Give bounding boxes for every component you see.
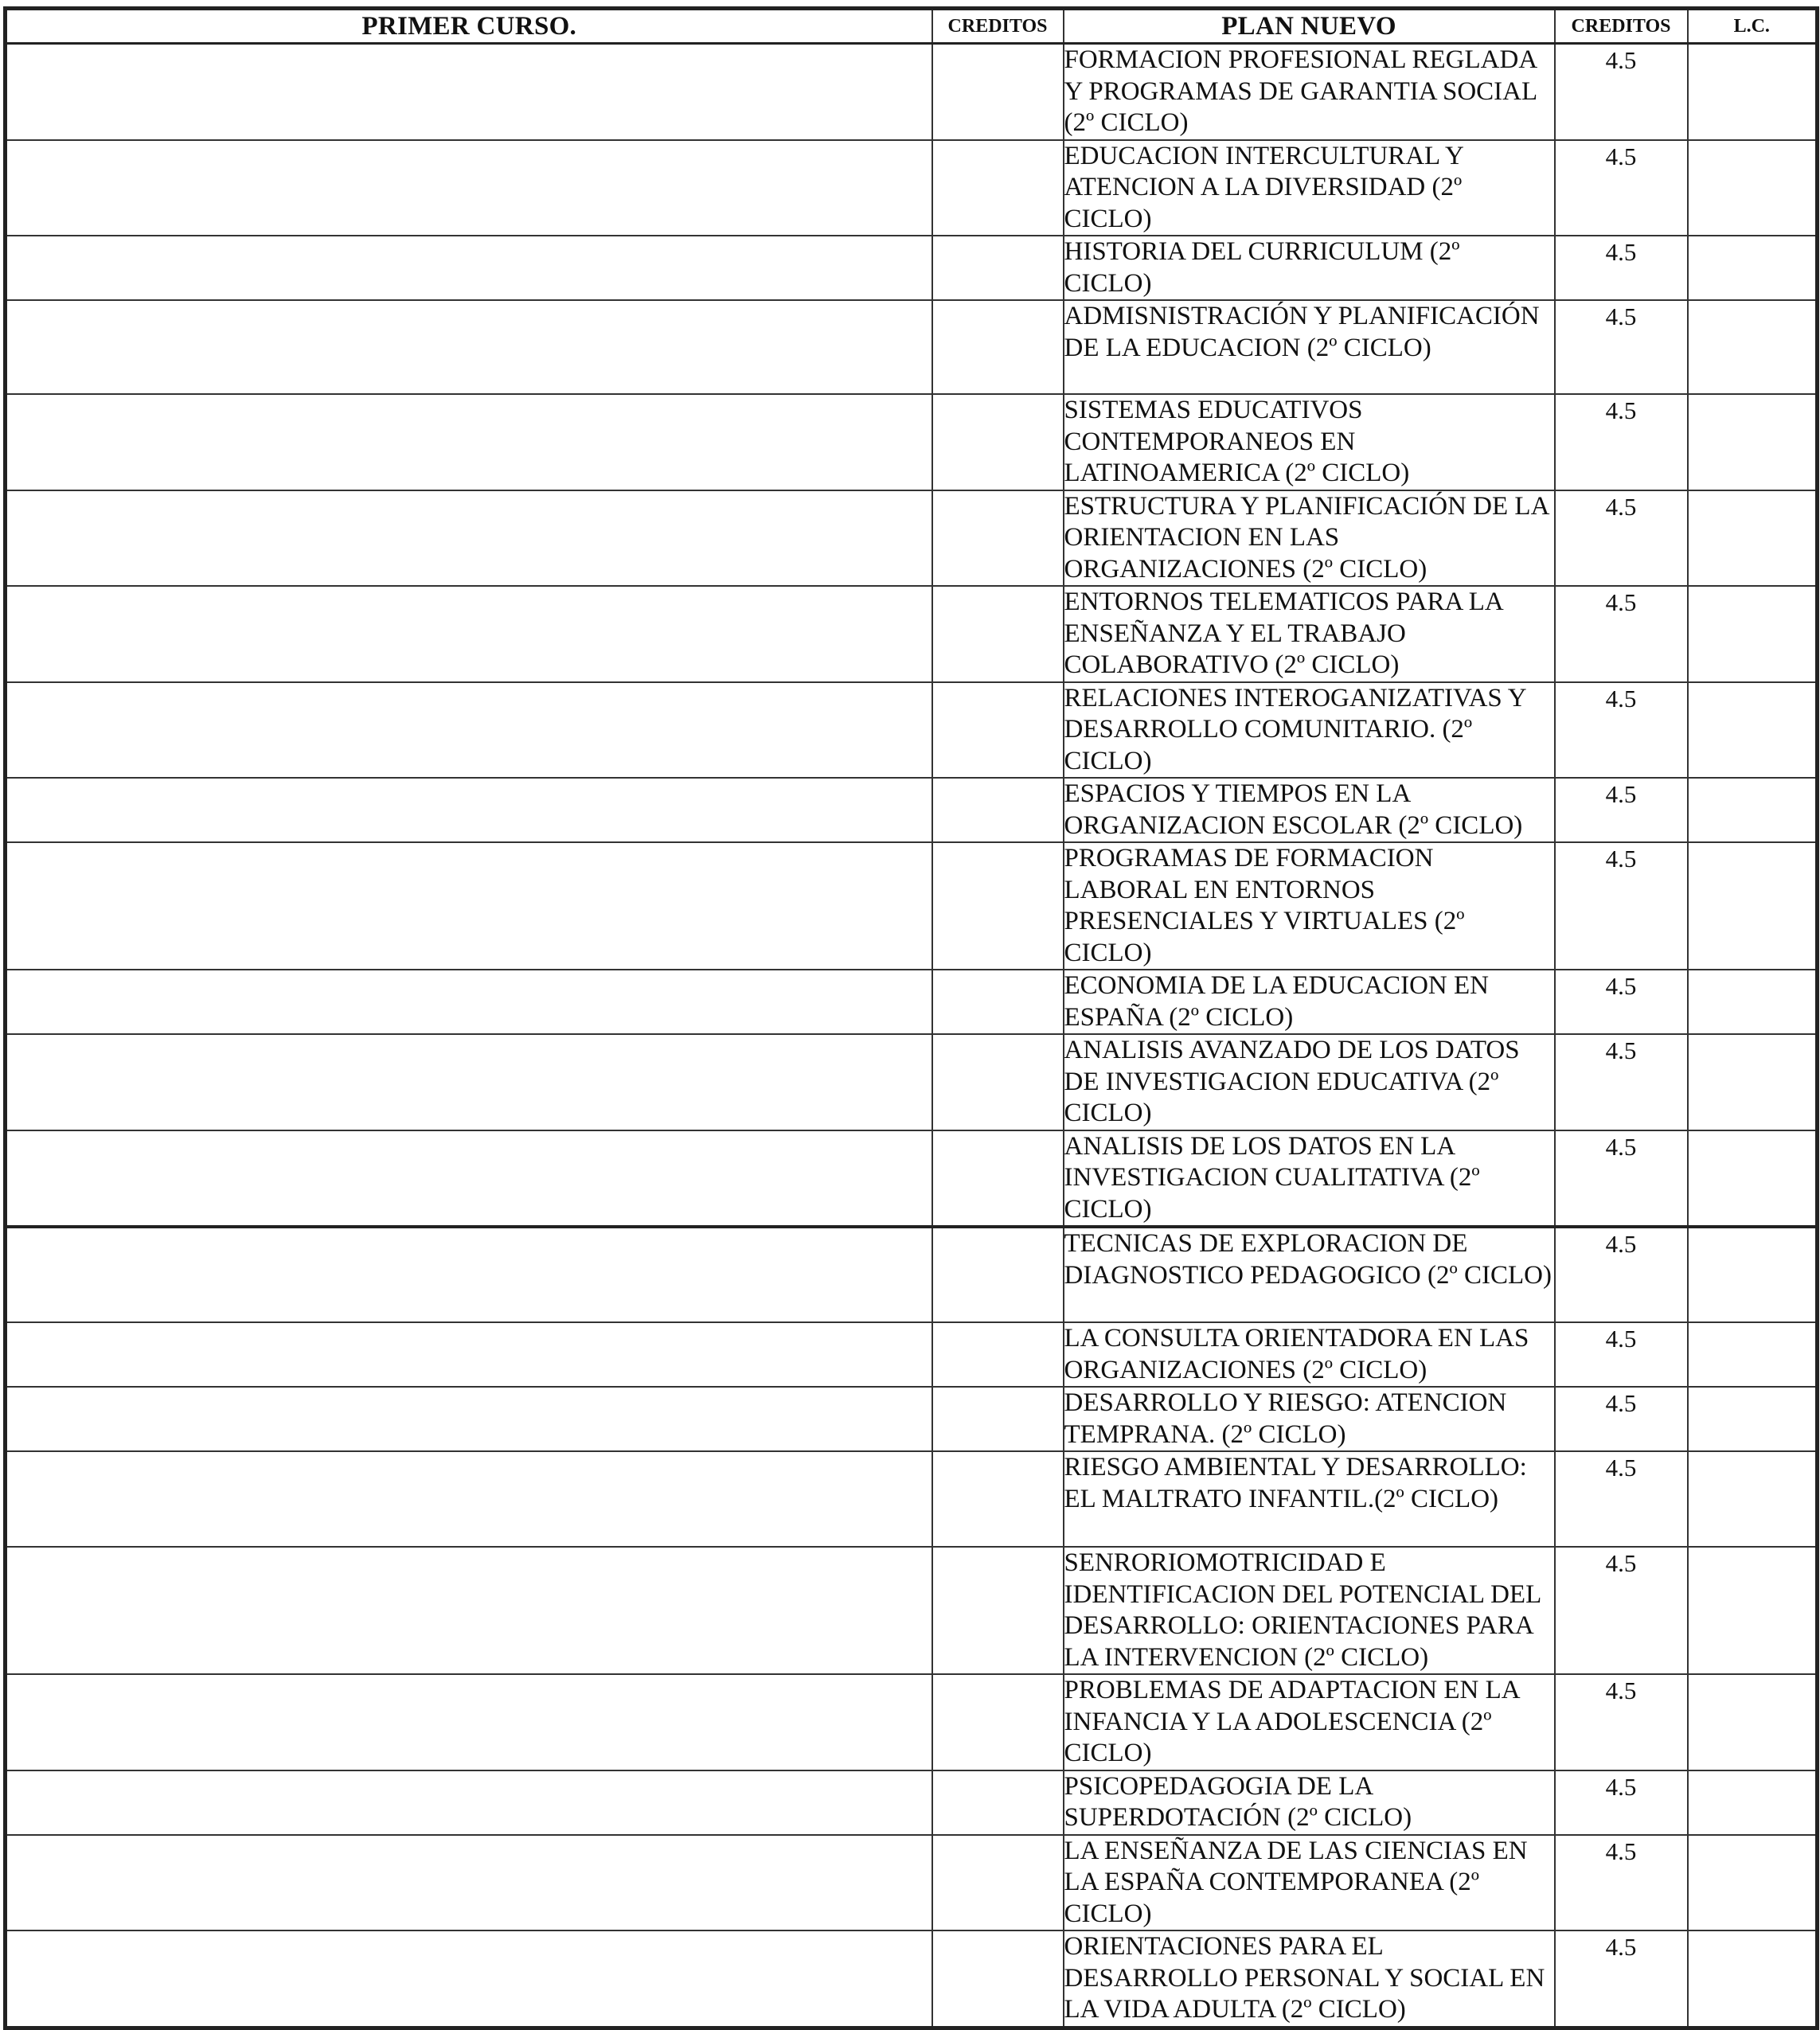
header-lc: L.C. — [1688, 9, 1818, 44]
creditos-new-value: 4.5 — [1555, 1835, 1688, 1931]
lc-cell — [1688, 842, 1818, 970]
table-row — [6, 1322, 1818, 1387]
primer-curso-cell — [6, 236, 932, 300]
table-row — [6, 1130, 1818, 1228]
table-row — [6, 1547, 1818, 1674]
plan-nuevo-subject: ORIENTACIONES PARA EL DESARROLLO PERSONAL Y SOCIAL EN LA VIDA ADULTA (2º CICLO) — [1064, 1930, 1555, 2028]
plan-nuevo-subject: FORMACION PROFESIONAL REGLADA Y PROGRAMAS DE GARANTIA SOCIAL (2º CICLO) — [1064, 44, 1555, 140]
lc-cell — [1688, 394, 1818, 490]
lc-cell — [1688, 970, 1818, 1034]
creditos-old-cell — [932, 490, 1064, 587]
header-plan-nuevo: PLAN NUEVO — [1064, 9, 1555, 44]
creditos-new-value: 4.5 — [1555, 1034, 1688, 1130]
creditos-old-cell — [932, 1547, 1064, 1674]
creditos-new-value: 4.5 — [1555, 236, 1688, 300]
plan-nuevo-subject: PROBLEMAS DE ADAPTACION EN LA INFANCIA Y LA ADOLESCENCIA (2º CICLO) — [1064, 1674, 1555, 1770]
creditos-new-value: 4.5 — [1555, 1930, 1688, 2028]
lc-cell — [1688, 586, 1818, 682]
creditos-old-cell — [932, 300, 1064, 394]
creditos-new-value: 4.5 — [1555, 842, 1688, 970]
table-row — [6, 1034, 1818, 1130]
creditos-old-cell — [932, 778, 1064, 842]
creditos-old-cell — [932, 236, 1064, 300]
plan-nuevo-subject: ANALISIS DE LOS DATOS EN LA INVESTIGACION CUALITATIVA (2º CICLO) — [1064, 1130, 1555, 1228]
header-creditos-new: CREDITOS — [1555, 9, 1688, 44]
primer-curso-cell — [6, 1770, 932, 1835]
creditos-old-cell — [932, 586, 1064, 682]
creditos-new-value: 4.5 — [1555, 1130, 1688, 1228]
creditos-old-cell — [932, 1770, 1064, 1835]
plan-nuevo-subject: ANALISIS AVANZADO DE LOS DATOS DE INVESTIGACION EDUCATIVA (2º CICLO) — [1064, 1034, 1555, 1130]
table-row — [6, 586, 1818, 682]
primer-curso-cell — [6, 1034, 932, 1130]
creditos-old-cell — [932, 44, 1064, 140]
curriculum-table — [3, 6, 1819, 2030]
creditos-new-value: 4.5 — [1555, 1322, 1688, 1387]
primer-curso-cell — [6, 394, 932, 490]
table-row — [6, 140, 1818, 236]
creditos-old-cell — [932, 1034, 1064, 1130]
lc-cell — [1688, 1034, 1818, 1130]
creditos-new-value: 4.5 — [1555, 44, 1688, 140]
creditos-new-value: 4.5 — [1555, 586, 1688, 682]
plan-nuevo-subject: DESARROLLO Y RIESGO: ATENCION TEMPRANA. (2º CICLO) — [1064, 1387, 1555, 1451]
primer-curso-cell — [6, 1322, 932, 1387]
table-row — [6, 1227, 1818, 1322]
creditos-old-cell — [932, 1387, 1064, 1451]
creditos-old-cell — [932, 140, 1064, 236]
creditos-old-cell — [932, 970, 1064, 1034]
plan-nuevo-subject: SISTEMAS EDUCATIVOS CONTEMPORANEOS EN LATINOAMERICA (2º CICLO) — [1064, 394, 1555, 490]
table-row — [6, 44, 1818, 140]
table-row — [6, 778, 1818, 842]
table-row — [6, 1674, 1818, 1770]
creditos-new-value: 4.5 — [1555, 490, 1688, 587]
lc-cell — [1688, 778, 1818, 842]
plan-nuevo-subject: LA ENSEÑANZA DE LAS CIENCIAS EN LA ESPAÑA CONTEMPORANEA (2º CICLO) — [1064, 1835, 1555, 1931]
table-row — [6, 394, 1818, 490]
plan-nuevo-subject: RELACIONES INTEROGANIZATIVAS Y DESARROLLO COMUNITARIO. (2º CICLO) — [1064, 682, 1555, 779]
creditos-new-value: 4.5 — [1555, 394, 1688, 490]
plan-nuevo-subject: LA CONSULTA ORIENTADORA EN LAS ORGANIZACIONES (2º CICLO) — [1064, 1322, 1555, 1387]
primer-curso-cell — [6, 1227, 932, 1322]
creditos-new-value: 4.5 — [1555, 140, 1688, 236]
primer-curso-cell — [6, 300, 932, 394]
primer-curso-cell — [6, 490, 932, 587]
creditos-new-value: 4.5 — [1555, 1451, 1688, 1547]
lc-cell — [1688, 1451, 1818, 1547]
creditos-new-value: 4.5 — [1555, 300, 1688, 394]
plan-nuevo-subject: ESPACIOS Y TIEMPOS EN LA ORGANIZACION ESCOLAR (2º CICLO) — [1064, 778, 1555, 842]
creditos-new-value: 4.5 — [1555, 970, 1688, 1034]
primer-curso-cell — [6, 1674, 932, 1770]
primer-curso-cell — [6, 842, 932, 970]
creditos-new-value: 4.5 — [1555, 1770, 1688, 1835]
table-row — [6, 236, 1818, 300]
primer-curso-cell — [6, 1130, 932, 1228]
plan-nuevo-subject: PSICOPEDAGOGIA DE LA SUPERDOTACIÓN (2º CICLO) — [1064, 1770, 1555, 1835]
creditos-old-cell — [932, 1322, 1064, 1387]
plan-nuevo-subject: HISTORIA DEL CURRICULUM (2º CICLO) — [1064, 236, 1555, 300]
creditos-new-value: 4.5 — [1555, 1547, 1688, 1674]
lc-cell — [1688, 490, 1818, 587]
primer-curso-cell — [6, 1451, 932, 1547]
lc-cell — [1688, 236, 1818, 300]
lc-cell — [1688, 1322, 1818, 1387]
primer-curso-cell — [6, 1835, 932, 1931]
lc-cell — [1688, 1387, 1818, 1451]
primer-curso-cell — [6, 970, 932, 1034]
creditos-old-cell — [932, 1930, 1064, 2028]
lc-cell — [1688, 300, 1818, 394]
primer-curso-cell — [6, 1930, 932, 2028]
plan-nuevo-subject: TECNICAS DE EXPLORACION DE DIAGNOSTICO PEDAGOGICO (2º CICLO) — [1064, 1227, 1555, 1322]
plan-nuevo-subject: EDUCACION INTERCULTURAL Y ATENCION A LA DIVERSIDAD (2º CICLO) — [1064, 140, 1555, 236]
lc-cell — [1688, 1227, 1818, 1322]
lc-cell — [1688, 140, 1818, 236]
primer-curso-cell — [6, 1387, 932, 1451]
plan-nuevo-subject: RIESGO AMBIENTAL Y DESARROLLO: EL MALTRATO INFANTIL.(2º CICLO) — [1064, 1451, 1555, 1547]
lc-cell — [1688, 1547, 1818, 1674]
plan-nuevo-subject: ESTRUCTURA Y PLANIFICACIÓN DE LA ORIENTACION EN LAS ORGANIZACIONES (2º CICLO) — [1064, 490, 1555, 587]
lc-cell — [1688, 682, 1818, 779]
header-primer-curso: PRIMER CURSO. — [6, 9, 932, 44]
creditos-old-cell — [932, 1451, 1064, 1547]
primer-curso-cell — [6, 682, 932, 779]
plan-nuevo-subject: PROGRAMAS DE FORMACION LABORAL EN ENTORNOS PRESENCIALES Y VIRTUALES (2º CICLO) — [1064, 842, 1555, 970]
table-row — [6, 1451, 1818, 1547]
primer-curso-cell — [6, 44, 932, 140]
creditos-old-cell — [932, 1130, 1064, 1228]
lc-cell — [1688, 1930, 1818, 2028]
table-body — [6, 44, 1818, 2028]
creditos-old-cell — [932, 842, 1064, 970]
lc-cell — [1688, 1770, 1818, 1835]
creditos-new-value: 4.5 — [1555, 1227, 1688, 1322]
lc-cell — [1688, 1130, 1818, 1228]
primer-curso-cell — [6, 778, 932, 842]
creditos-old-cell — [932, 682, 1064, 779]
creditos-new-value: 4.5 — [1555, 1387, 1688, 1451]
table-row — [6, 300, 1818, 394]
table-row — [6, 1770, 1818, 1835]
table-row — [6, 1930, 1818, 2028]
creditos-old-cell — [932, 1227, 1064, 1322]
primer-curso-cell — [6, 1547, 932, 1674]
table-row — [6, 1387, 1818, 1451]
plan-nuevo-subject: ADMISNISTRACIÓN Y PLANIFICACIÓN DE LA EDUCACION (2º CICLO) — [1064, 300, 1555, 394]
table-row — [6, 842, 1818, 970]
table-header-row — [6, 9, 1818, 44]
creditos-old-cell — [932, 1835, 1064, 1931]
primer-curso-cell — [6, 140, 932, 236]
plan-nuevo-subject: SENRORIOMOTRICIDAD E IDENTIFICACION DEL POTENCIAL DEL DESARROLLO: ORIENTACIONES PARA LA INTERVENCION (2º CICLO) — [1064, 1547, 1555, 1674]
lc-cell — [1688, 44, 1818, 140]
lc-cell — [1688, 1835, 1818, 1931]
creditos-old-cell — [932, 394, 1064, 490]
plan-nuevo-subject: ENTORNOS TELEMATICOS PARA LA ENSEÑANZA Y EL TRABAJO COLABORATIVO (2º CICLO) — [1064, 586, 1555, 682]
creditos-new-value: 4.5 — [1555, 682, 1688, 779]
table-row — [6, 970, 1818, 1034]
creditos-old-cell — [932, 1674, 1064, 1770]
table-row — [6, 1835, 1818, 1931]
primer-curso-cell — [6, 586, 932, 682]
creditos-new-value: 4.5 — [1555, 778, 1688, 842]
plan-nuevo-subject: ECONOMIA DE LA EDUCACION EN ESPAÑA (2º CICLO) — [1064, 970, 1555, 1034]
table-row — [6, 682, 1818, 779]
header-creditos-old: CREDITOS — [932, 9, 1064, 44]
table-row — [6, 490, 1818, 587]
creditos-new-value: 4.5 — [1555, 1674, 1688, 1770]
lc-cell — [1688, 1674, 1818, 1770]
